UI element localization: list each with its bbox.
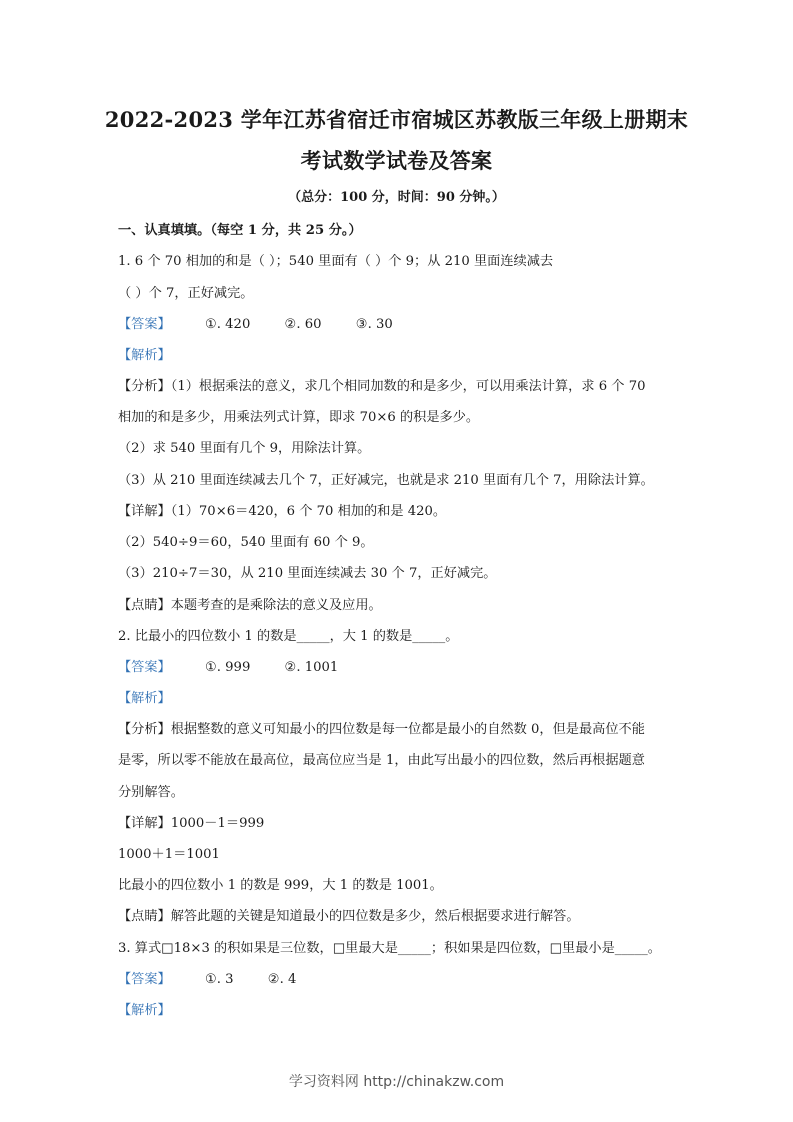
document-title-line-2: 考试数学试卷及答案 — [300, 148, 493, 173]
solution-text: （3）210÷7＝30，从 210 里面连续减去 30 个 7，正好减完。 — [118, 566, 497, 581]
analysis-text: 相加的和是多少，用乘法列式计算，即求 70×6 的积是多少。 — [118, 410, 480, 425]
answer-item: ②. 4 — [267, 972, 297, 987]
analysis-tag: 【解析】 — [118, 1003, 171, 1018]
analysis-tag: 【解析】 — [118, 348, 171, 363]
answer-tag: 【答案】 — [118, 972, 171, 987]
question-2-line-1: 2. 比最小的四位数小 1 的数是_____，大 1 的数是_____。 — [118, 629, 459, 644]
comment-text: 【点睛】解答此题的关键是知道最小的四位数是多少，然后根据要求进行解答。 — [118, 909, 580, 924]
answer-tag: 【答案】 — [118, 317, 171, 332]
answer-item: ①. 3 — [204, 972, 234, 987]
answer-tag: 【答案】 — [118, 660, 171, 675]
analysis-text: 是零，所以零不能放在最高位，最高位应当是 1，由此写出最小的四位数，然后再根据题意 — [118, 753, 645, 768]
page-footer-watermark: 学习资料网 http://chinakzw.com — [288, 1074, 505, 1090]
answer-item: ①. 999 — [204, 660, 251, 675]
answer-row-2 — [118, 656, 338, 675]
analysis-tag: 【解析】 — [118, 691, 171, 706]
analysis-text: （3）从 210 里面连续减去几个 7，正好减完，也就是求 210 里面有几个 7，用除法计算。 — [118, 473, 654, 488]
question-1-line-2: （ ）个 7，正好减完。 — [118, 286, 254, 301]
document-title-line-1: 2022-2023 学年江苏省宿迁市宿城区苏教版三年级上册期末 — [104, 107, 689, 132]
answer-item: ①. 420 — [204, 317, 251, 332]
answer-row-1 — [118, 313, 393, 332]
answer-item: ②. 60 — [284, 317, 322, 332]
answer-item: ②. 1001 — [284, 660, 339, 675]
analysis-text: （2）求 540 里面有几个 9，用除法计算。 — [118, 441, 371, 456]
solution-text: 【详解】1000－1＝999 — [118, 816, 265, 831]
answer-item: ③. 30 — [355, 317, 393, 332]
analysis-text: 【分析】根据整数的意义可知最小的四位数是每一位都是最小的自然数 0，但是最高位不能 — [118, 722, 645, 737]
solution-text: 【详解】（1）70×6＝420，6 个 70 相加的和是 420。 — [118, 504, 447, 519]
solution-text: （2）540÷9＝60，540 里面有 60 个 9。 — [118, 535, 374, 550]
question-1-line-1: 1. 6 个 70 相加的和是（ ）；540 里面有（ ）个 9；从 210 里面连续减去 — [118, 254, 554, 269]
comment-text: 【点睛】本题考查的是乘除法的意义及应用。 — [118, 598, 382, 613]
analysis-text: 分别解答。 — [118, 785, 184, 800]
solution-text: 比最小的四位数小 1 的数是 999，大 1 的数是 1001。 — [118, 878, 443, 893]
exam-info: （总分：100 分，时间：90 分钟。） — [288, 190, 505, 205]
analysis-text: 【分析】（1）根据乘法的意义，求几个相同加数的和是多少，可以用乘法计算，求 6 个 70 — [118, 379, 646, 394]
question-3-line-1: 3. 算式□18×3 的积如果是三位数，□里最大是_____；积如果是四位数，□里最小是_____。 — [118, 941, 661, 956]
answer-row-3 — [118, 968, 296, 987]
section-heading: 一、认真填填。（每空 1 分，共 25 分。） — [118, 223, 362, 238]
solution-text: 1000＋1＝1001 — [118, 847, 220, 862]
